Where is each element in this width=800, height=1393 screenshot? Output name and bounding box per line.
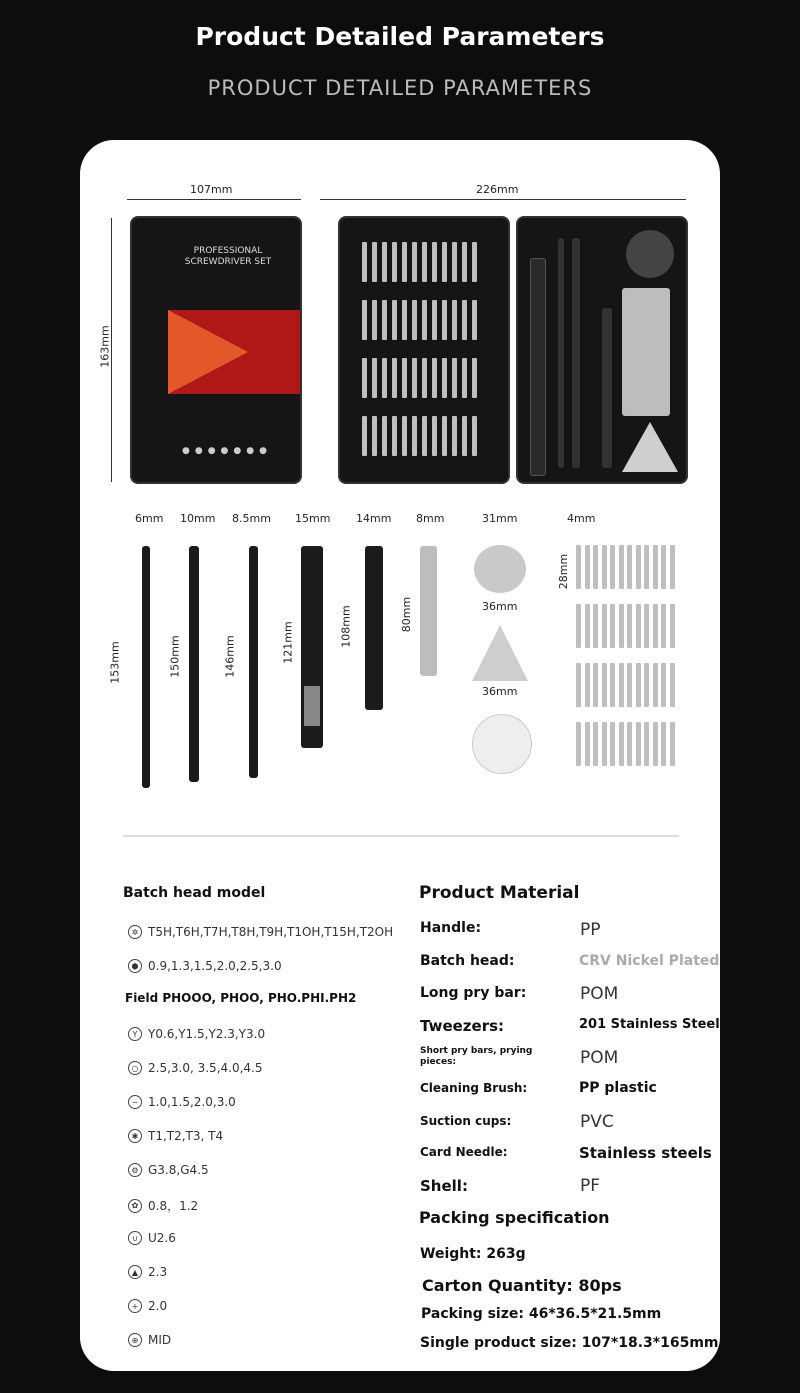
case-bit bbox=[442, 358, 447, 398]
batch-row: − 1.0,1.5,2.0,3.0 bbox=[128, 1095, 236, 1109]
tool-width-1: 6mm bbox=[135, 512, 164, 525]
loose-bit bbox=[585, 722, 590, 766]
case-bit bbox=[362, 416, 367, 456]
loose-bit bbox=[576, 722, 581, 766]
closed-case bbox=[130, 216, 302, 484]
material-key-long-pry-bar: Long pry bar: bbox=[420, 985, 527, 1001]
case-width-label: 107mm bbox=[190, 183, 233, 196]
loose-bit bbox=[644, 722, 649, 766]
case-icon-row: ●●●●●●● bbox=[182, 446, 272, 456]
pick-size-2: 36mm bbox=[482, 685, 518, 698]
material-value-short-pry: POM bbox=[580, 1048, 619, 1068]
case-bit bbox=[432, 300, 437, 340]
tool-length-1: 153mm bbox=[108, 641, 122, 684]
case-bit bbox=[392, 416, 397, 456]
case-bit bbox=[432, 358, 437, 398]
loose-bit bbox=[636, 545, 641, 589]
hex-icon: ⬢ bbox=[128, 959, 142, 973]
loose-bit bbox=[670, 545, 675, 589]
loose-bit bbox=[619, 663, 624, 707]
loose-bit bbox=[661, 722, 666, 766]
section-divider bbox=[123, 835, 679, 837]
case-bit bbox=[462, 242, 467, 282]
case-bit bbox=[372, 300, 377, 340]
short-pry-tool bbox=[420, 546, 437, 676]
case-bit bbox=[422, 300, 427, 340]
batch-row: ✲ T5H,T6H,T7H,T8H,T9H,T1OH,T15H,T2OH bbox=[128, 925, 393, 939]
case-brand-line2: SCREWDRIVER SET bbox=[184, 257, 272, 267]
loose-bit bbox=[670, 604, 675, 648]
batch-row: ∪ U2.6 bbox=[128, 1231, 176, 1245]
packing-weight: Weight: 263g bbox=[420, 1246, 526, 1262]
case-pry-tools bbox=[622, 288, 670, 416]
torx-icon: ✱ bbox=[128, 1129, 142, 1143]
case-bit bbox=[362, 358, 367, 398]
material-value-batch-head: CRV Nickel Plated bbox=[579, 953, 720, 969]
case-bit bbox=[382, 300, 387, 340]
material-value-card-needle: Stainless steels bbox=[579, 1144, 712, 1162]
case-bit bbox=[402, 358, 407, 398]
batch-row: ○ 2.5,3.0, 3.5,4.0,4.5 bbox=[128, 1061, 263, 1075]
tool-width-7: 31mm bbox=[482, 512, 518, 525]
suction-cup-tool bbox=[472, 714, 532, 774]
tool-width-6: 8mm bbox=[416, 512, 445, 525]
loose-bit bbox=[644, 663, 649, 707]
loose-bit bbox=[661, 545, 666, 589]
loose-bit bbox=[619, 545, 624, 589]
loose-bit bbox=[593, 604, 598, 648]
loose-bit bbox=[619, 604, 624, 648]
loose-bit bbox=[610, 604, 615, 648]
case-bit bbox=[442, 242, 447, 282]
loose-bit bbox=[610, 545, 615, 589]
batch-row: + 2.0 bbox=[128, 1299, 167, 1313]
case-orange-chevron bbox=[168, 310, 248, 394]
case-bit bbox=[462, 416, 467, 456]
case-bit bbox=[472, 300, 477, 340]
loose-bit bbox=[653, 663, 658, 707]
batch-row: Y Y0.6,Y1.5,Y2.3,Y3.0 bbox=[128, 1027, 265, 1041]
batch-heading: Batch head model bbox=[123, 885, 266, 901]
loose-bit bbox=[602, 604, 607, 648]
loose-bit bbox=[636, 663, 641, 707]
case-triangle-pick bbox=[622, 422, 678, 472]
open-case-bits bbox=[338, 216, 510, 484]
batch-row: Field PHOOO, PHOO, PHO.PHI.PH2 bbox=[125, 991, 357, 1005]
round-pick-tool bbox=[474, 545, 526, 593]
pentalobe-icon: ✿ bbox=[128, 1199, 142, 1213]
material-value-long-pry-bar: POM bbox=[580, 984, 619, 1004]
batch-row: ✱ T1,T2,T3, T4 bbox=[128, 1129, 223, 1143]
loose-bit bbox=[661, 604, 666, 648]
open-case-tools bbox=[516, 216, 688, 484]
loose-bit bbox=[644, 604, 649, 648]
loose-bit bbox=[627, 663, 632, 707]
packing-size: Packing size: 46*36.5*21.5mm bbox=[421, 1306, 662, 1322]
batch-row: ⚙ G3.8,G4.5 bbox=[128, 1163, 209, 1177]
loose-bit bbox=[636, 722, 641, 766]
loose-bit bbox=[644, 545, 649, 589]
case-bit bbox=[422, 416, 427, 456]
case-bit bbox=[412, 416, 417, 456]
material-key-short-pry: Short pry bars, prying pieces: bbox=[420, 1046, 533, 1067]
open-width-line bbox=[320, 199, 686, 200]
case-height-label: 163mm bbox=[98, 325, 112, 368]
triangle-pick-tool bbox=[472, 625, 528, 681]
case-bit bbox=[402, 300, 407, 340]
case-screwdriver bbox=[530, 258, 546, 476]
case-pry-bar bbox=[558, 238, 564, 468]
case-bit bbox=[422, 242, 427, 282]
open-width-label: 226mm bbox=[476, 183, 519, 196]
case-bit bbox=[362, 300, 367, 340]
triangle-icon: ▲ bbox=[128, 1265, 142, 1279]
hook-pry-bar-tool bbox=[189, 546, 199, 782]
pick-size-1: 36mm bbox=[482, 600, 518, 613]
case-bit bbox=[362, 242, 367, 282]
material-key-batch-head: Batch head: bbox=[420, 953, 515, 969]
packing-carton: Carton Quantity: 80ps bbox=[422, 1276, 622, 1295]
loose-bit bbox=[585, 604, 590, 648]
case-bit bbox=[382, 416, 387, 456]
case-bit bbox=[392, 358, 397, 398]
loose-bit bbox=[661, 663, 666, 707]
loose-bit bbox=[602, 663, 607, 707]
page-subtitle: PRODUCT DETAILED PARAMETERS bbox=[207, 76, 593, 100]
material-key-tweezers: Tweezers: bbox=[420, 1017, 505, 1035]
tool-length-3: 146mm bbox=[223, 635, 237, 678]
case-bit bbox=[372, 358, 377, 398]
cross-icon: + bbox=[128, 1299, 142, 1313]
case-bit bbox=[472, 358, 477, 398]
material-key-card-needle: Card Needle: bbox=[420, 1145, 508, 1159]
case-bit bbox=[372, 242, 377, 282]
loose-bit bbox=[602, 545, 607, 589]
case-bit bbox=[392, 300, 397, 340]
loose-bit bbox=[576, 663, 581, 707]
torx-security-icon: ✲ bbox=[128, 925, 142, 939]
loose-bit bbox=[653, 722, 658, 766]
loose-bit bbox=[585, 663, 590, 707]
case-tweezers bbox=[572, 238, 580, 468]
loose-bit bbox=[636, 604, 641, 648]
loose-bit bbox=[576, 545, 581, 589]
tool-width-5: 14mm bbox=[356, 512, 392, 525]
batch-row: ⬢ 0.9,1.3,1.5,2.0,2.5,3.0 bbox=[128, 959, 282, 973]
case-bit bbox=[382, 242, 387, 282]
loose-bit bbox=[670, 722, 675, 766]
packing-single-size: Single product size: 107*18.3*165mm bbox=[420, 1335, 719, 1351]
tool-length-6: 80mm bbox=[400, 596, 414, 633]
loose-bit bbox=[653, 604, 658, 648]
case-bit bbox=[412, 358, 417, 398]
material-value-brush: PP plastic bbox=[579, 1080, 657, 1096]
tool-width-4: 15mm bbox=[295, 512, 331, 525]
pry-bar-tool bbox=[142, 546, 150, 788]
loose-bit bbox=[610, 663, 615, 707]
case-bit bbox=[392, 242, 397, 282]
case-bit bbox=[432, 242, 437, 282]
case-bit bbox=[462, 300, 467, 340]
batch-row: ✿ 0.8，1.2 bbox=[128, 1197, 198, 1214]
case-bit bbox=[452, 300, 457, 340]
case-bit bbox=[412, 300, 417, 340]
case-bit bbox=[452, 242, 457, 282]
loose-bit bbox=[593, 545, 598, 589]
gear-icon: ⚙ bbox=[128, 1163, 142, 1177]
case-bit bbox=[452, 358, 457, 398]
tool-width-8: 4mm bbox=[567, 512, 596, 525]
mid-icon: ⊕ bbox=[128, 1333, 142, 1347]
loose-bit bbox=[602, 722, 607, 766]
case-bit bbox=[442, 300, 447, 340]
u-icon: ∪ bbox=[128, 1231, 142, 1245]
material-value-handle: PP bbox=[580, 920, 601, 940]
bit-length-label: 28mm bbox=[557, 553, 571, 590]
material-key-shell: Shell: bbox=[420, 1177, 468, 1195]
material-key-suction: Suction cups: bbox=[420, 1114, 512, 1128]
tri-wing-y-icon: Y bbox=[128, 1027, 142, 1041]
loose-bit bbox=[576, 604, 581, 648]
case-bit bbox=[452, 416, 457, 456]
case-bit bbox=[442, 416, 447, 456]
batch-row: ⊕ MID bbox=[128, 1333, 171, 1347]
case-suction-cup bbox=[626, 230, 674, 278]
loose-bit bbox=[627, 722, 632, 766]
tweezers-tool bbox=[249, 546, 258, 778]
packing-heading: Packing specification bbox=[419, 1208, 610, 1227]
brush-tool bbox=[365, 546, 383, 710]
case-bit bbox=[472, 242, 477, 282]
loose-bit bbox=[593, 722, 598, 766]
material-value-tweezers: 201 Stainless Steel bbox=[579, 1017, 720, 1032]
case-bit bbox=[372, 416, 377, 456]
loose-bit bbox=[653, 545, 658, 589]
loose-bit bbox=[593, 663, 598, 707]
case-bit bbox=[402, 416, 407, 456]
case-brush bbox=[602, 308, 612, 468]
case-width-line bbox=[127, 199, 301, 200]
loose-bit bbox=[619, 722, 624, 766]
loose-bit bbox=[627, 604, 632, 648]
case-bit bbox=[472, 416, 477, 456]
material-key-brush: Cleaning Brush: bbox=[420, 1081, 528, 1095]
tool-width-3: 8.5mm bbox=[232, 512, 271, 525]
case-bit bbox=[432, 416, 437, 456]
tool-length-2: 150mm bbox=[168, 635, 182, 678]
screwdriver-tool bbox=[301, 546, 323, 748]
loose-bit bbox=[670, 663, 675, 707]
material-value-suction: PVC bbox=[580, 1112, 614, 1132]
batch-row: ▲ 2.3 bbox=[128, 1265, 167, 1279]
tool-length-4: 121mm bbox=[281, 621, 295, 664]
case-bit bbox=[462, 358, 467, 398]
case-bit bbox=[402, 242, 407, 282]
material-value-shell: PF bbox=[580, 1176, 601, 1196]
slotted-icon: − bbox=[128, 1095, 142, 1109]
case-bit bbox=[412, 242, 417, 282]
material-key-handle: Handle: bbox=[420, 920, 482, 936]
ring-icon: ○ bbox=[128, 1061, 142, 1075]
case-brand-line1: PROFESSIONAL bbox=[193, 246, 263, 256]
loose-bit bbox=[610, 722, 615, 766]
tool-width-2: 10mm bbox=[180, 512, 216, 525]
material-heading: Product Material bbox=[419, 883, 580, 903]
case-bit bbox=[422, 358, 427, 398]
page-title: Product Detailed Parameters bbox=[195, 22, 605, 51]
case-bit bbox=[382, 358, 387, 398]
loose-bit bbox=[585, 545, 590, 589]
loose-bit bbox=[627, 545, 632, 589]
tool-length-5: 108mm bbox=[339, 605, 353, 648]
